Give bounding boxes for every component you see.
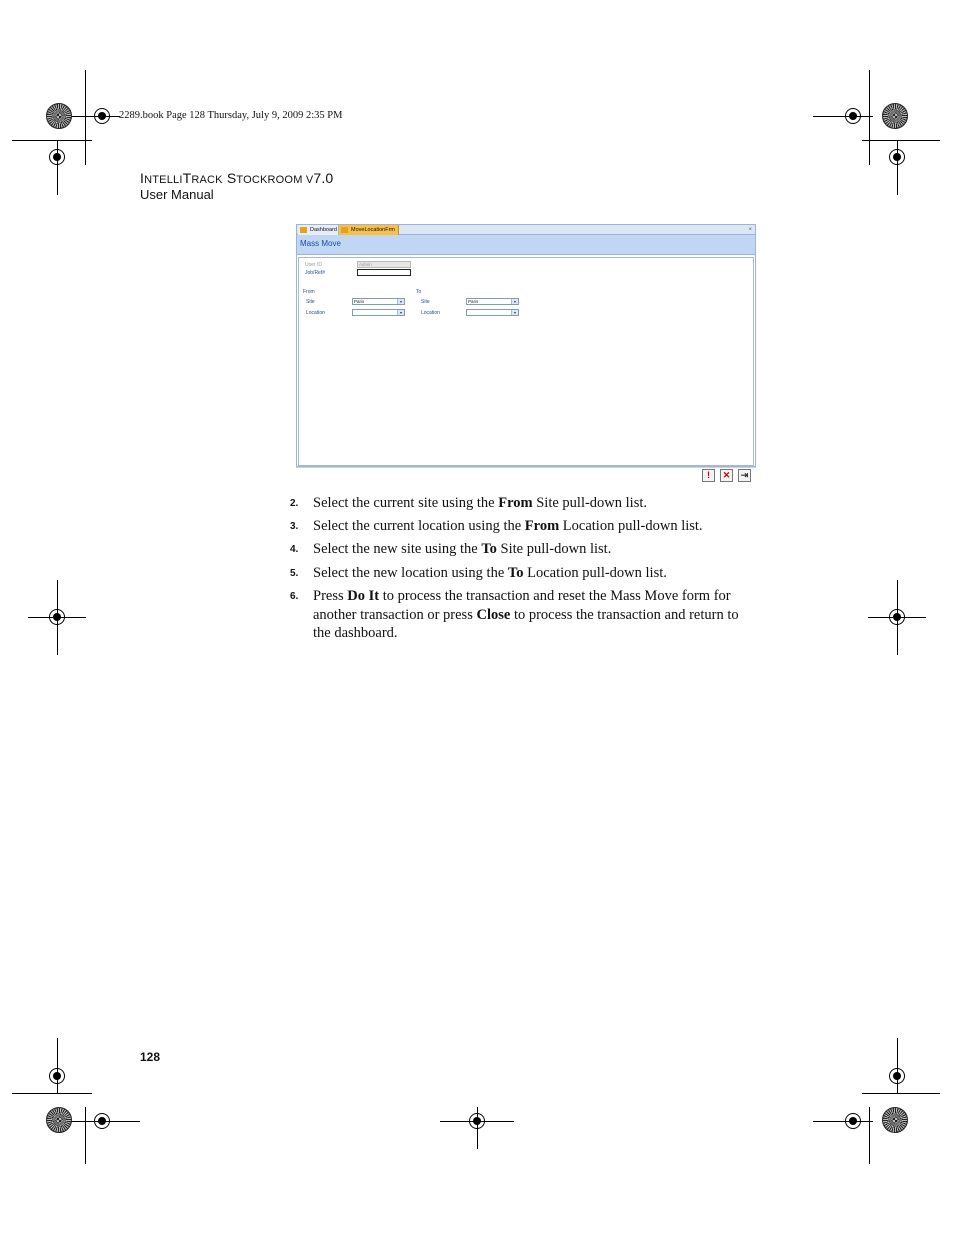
to-location-select[interactable] xyxy=(466,309,519,316)
do-it-button[interactable]: ! xyxy=(702,469,715,482)
job-ref-label: Job/Ref# xyxy=(305,270,326,276)
chevron-down-icon: ▾ xyxy=(511,310,518,315)
user-id-field: Admin xyxy=(357,261,411,268)
registration-target-icon xyxy=(46,103,72,129)
to-site-select[interactable]: Paris ▾ xyxy=(466,298,519,305)
form-button-bar xyxy=(296,467,756,485)
registration-mark-icon xyxy=(469,1113,485,1129)
print-slug: 2289.book Page 128 Thursday, July 9, 2009 2:35 PM xyxy=(119,110,343,121)
registration-target-icon xyxy=(882,1107,908,1133)
to-section-label: To xyxy=(416,289,422,295)
from-location-label: Location xyxy=(306,310,325,316)
job-ref-field[interactable] xyxy=(357,269,411,276)
tab-movelocationfrm[interactable]: MoveLocationFrm xyxy=(339,225,399,235)
form-title: Mass Move xyxy=(300,239,341,248)
form-icon xyxy=(300,227,307,233)
registration-mark-icon xyxy=(845,1113,861,1129)
running-header-subtitle: User Manual xyxy=(140,187,214,202)
registration-mark-icon xyxy=(49,1068,65,1084)
registration-mark-icon xyxy=(889,1068,905,1084)
chevron-down-icon: ▾ xyxy=(397,299,404,304)
registration-mark-icon xyxy=(94,108,110,124)
document-tab-bar xyxy=(296,224,756,235)
form-title-bar xyxy=(296,235,756,254)
running-header-title: INTELLITRACK STOCKROOM V7.0 xyxy=(140,170,334,186)
user-id-label: User ID xyxy=(305,262,322,268)
close-icon[interactable]: × xyxy=(748,227,752,233)
chevron-down-icon: ▾ xyxy=(511,299,518,304)
to-location-label: Location xyxy=(421,310,440,316)
from-location-select[interactable] xyxy=(352,309,405,316)
registration-mark-icon xyxy=(889,149,905,165)
registration-mark-icon xyxy=(845,108,861,124)
form-icon xyxy=(341,227,348,233)
page-number: 128 xyxy=(140,1050,161,1064)
registration-mark-icon xyxy=(94,1113,110,1129)
registration-mark-icon xyxy=(889,609,905,625)
tab-dashboard[interactable]: Dashboard xyxy=(298,225,339,235)
chevron-down-icon: ▾ xyxy=(397,310,404,315)
mass-move-screenshot xyxy=(296,224,756,484)
registration-mark-icon xyxy=(49,609,65,625)
registration-target-icon xyxy=(882,103,908,129)
registration-target-icon xyxy=(46,1107,72,1133)
form-body xyxy=(296,254,756,467)
registration-mark-icon xyxy=(49,149,65,165)
from-site-select[interactable]: Paris ▾ xyxy=(352,298,405,305)
from-site-label: Site xyxy=(306,299,315,305)
close-button[interactable]: ⇥ xyxy=(738,469,751,482)
cancel-button[interactable]: ✕ xyxy=(720,469,733,482)
to-site-label: Site xyxy=(421,299,430,305)
from-section-label: From xyxy=(303,289,315,295)
